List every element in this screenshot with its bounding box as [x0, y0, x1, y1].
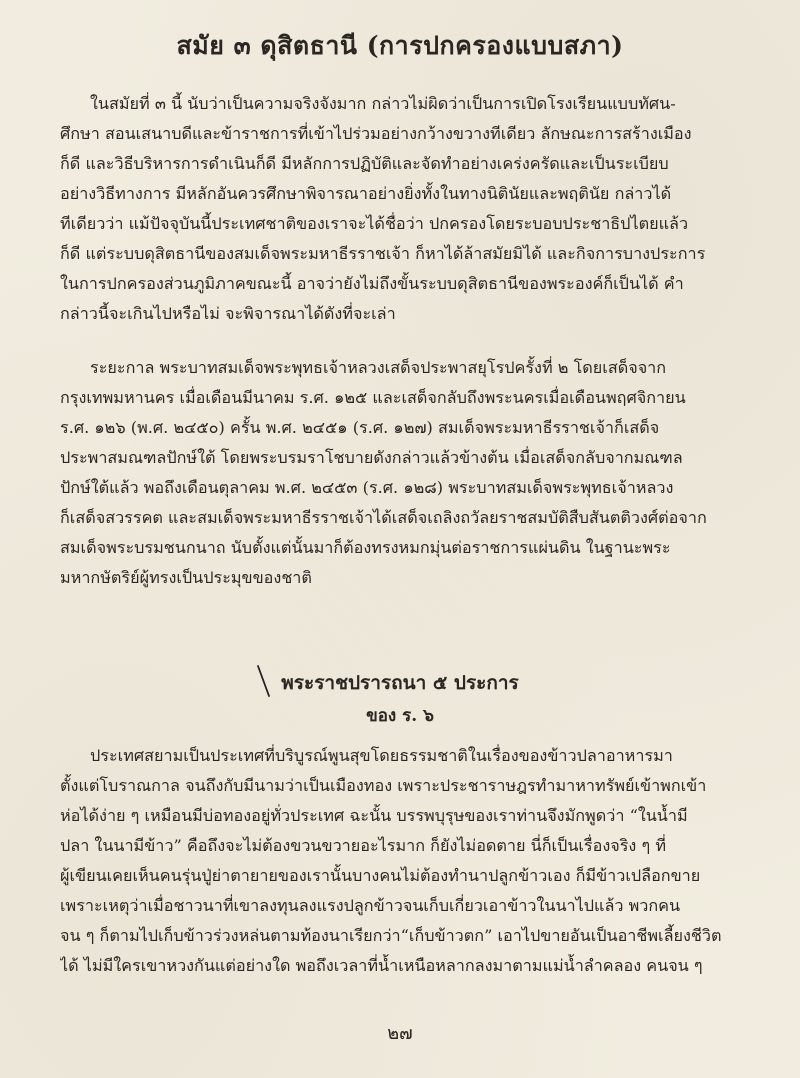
paragraph-2	[60, 353, 750, 593]
paragraph-line: ปลา ในนามีข้าว” คือถึงจะไม่ต้องขวนขวายอะไรมาก ก็ยังไม่อดตาย นี่ก็เป็นเรื่องจริง ๆ ที่	[60, 836, 666, 855]
paragraph-line: สมเด็จพระบรมชนกนาถ นับตั้งแต่นั้นมาก็ต้องทรงหมกมุ่นต่อราชการแผ่นดิน ในฐานะพระ	[60, 538, 671, 557]
paragraph-line: อย่างวิธีทางการ มีหลักอันควรศึกษาพิจารณาอย่างยิ่งทั้งในทางนิตินัยและพฤตินัย กล่าวได้	[60, 184, 672, 203]
paragraph-line: ก็ดี และวิธีบริหารการดำเนินก็ดี มีหลักการปฏิบัติและจัดทำอย่างเคร่งครัดและเป็นระเบียบ	[60, 154, 669, 173]
paragraph-line: ปักษ์ใต้แล้ว พอถึงเดือนตุลาคม พ.ศ. ๒๔๕๓ (ร.ศ. ๑๒๘) พระบาทสมเด็จพระพุทธเจ้าหลวง	[60, 478, 674, 497]
paragraph-line: กล่าวนี้จะเกินไปหรือไม่ จะพิจารณาได้ดังที่จะเล่า	[60, 304, 396, 323]
page-number: ๒๗	[387, 1023, 413, 1044]
paragraph-line: ก็ดี แต่ระบบดุสิตธานีของสมเด็จพระมหาธีรราชเจ้า ก็หาได้ล้าสมัยมิได้ และกิจการบางประการ	[60, 244, 706, 263]
subsection-title: พระราชปรารถนา ๕ ประการ	[281, 672, 519, 694]
paragraph-line: ร.ศ. ๑๒๖ (พ.ศ. ๒๔๕๐) ครั้น พ.ศ. ๒๔๕๑ (ร.ศ. ๑๒๗) สมเด็จพระมหาธีรราชเจ้าก็เสด็จ	[60, 418, 660, 437]
paragraph-line: ระยะกาล พระบาทสมเด็จพระพุทธเจ้าหลวงเสด็จประพาสยุโรปครั้งที่ ๒ โดยเสด็จจาก	[90, 358, 667, 377]
paragraph-line: มหากษัตริย์ผู้ทรงเป็นประมุขของชาติ	[60, 568, 312, 587]
subsection-subtitle: ของ ร. ๖	[366, 706, 434, 726]
paragraph-line: ตั้งแต่โบราณกาล จนถึงกับมีนามว่าเป็นเมืองทอง เพราะประชาราษฎรทำมาหาทรัพย์เข้าพกเข้า	[60, 776, 707, 795]
paragraph-line: ได้ ไม่มีใครเขาหวงกันแต่อย่างใด พอถึงเวลาที่น้ำเหนือหลากลงมาตามแม่น้ำลำคลอง คนจน ๆ	[60, 956, 703, 975]
paragraph-1	[60, 89, 750, 329]
paragraph-line: ในการปกครองส่วนภูมิภาคขณะนี้ อาจว่ายังไม่ถึงขั้นระบบดุสิตธานีของพระองค์ก็เป็นได้ คำ	[60, 274, 684, 293]
paragraph-line: ในสมัยที่ ๓ นี้ นับว่าเป็นความจริงจังมาก กล่าวไม่ผิดว่าเป็นการเปิดโรงเรียนแบบทัศน-	[90, 94, 676, 113]
paragraph-3	[60, 741, 750, 981]
paragraph-line: ผู้เขียนเคยเห็นคนรุ่นปู่ย่าตายายของเรานั้นบางคนไม่ต้องทำนาปลูกข้าวเอง ก็มีข้าวเปลือกขาย	[60, 866, 701, 885]
paragraph-line: กรุงเทพมหานคร เมื่อเดือนมีนาคม ร.ศ. ๑๒๕ และเสด็จกลับถึงพระนครเมื่อเดือนพฤศจิกายน	[60, 388, 686, 407]
paragraph-line: ห่อได้ง่าย ๆ เหมือนมีบ่อทองอยู่ทั่วประเทศ ฉะนั้น บรรพบุรุษของเราท่านจึงมักพูดว่า “ในน้ำมี	[60, 806, 688, 825]
section-title: สมัย ๓ ดุสิตธานี (การปกครองแบบสภา)	[176, 31, 624, 60]
paragraph-line: เพราะเหตุว่าเมื่อชาวนาที่เขาลงทุนลงแรงปลูกข้าวจนเก็บเกี่ยวเอาข้าวในนาไปแล้ว พวกคน	[60, 896, 681, 915]
paragraph-line: ประพาสมณฑลปักษ์ใต้ โดยพระบรมราโชบายดังกล่าวแล้วข้างต้น เมื่อเสด็จกลับจากมณฑล	[60, 448, 683, 467]
paragraph-line: ก็เสด็จสวรรคต และสมเด็จพระมหาธีรราชเจ้าได้เสด็จเถลิงถวัลยราชสมบัติสืบสันตติวงศ์ต่อจาก	[60, 508, 707, 527]
paragraph-line: ทีเดียวว่า แม้ปัจจุบันนี้ประเทศชาติของเราจะได้ชื่อว่า ปกครองโดยระบอบประชาธิปไตยแล้ว	[60, 214, 689, 233]
paragraph-line: ประเทศสยามเป็นประเทศที่บริบูรณ์พูนสุขโดยธรรมชาติในเรื่องของข้าวปลาอาหารมา	[90, 746, 673, 765]
paragraph-line: ศึกษา สอนเสนาบดีและข้าราชการที่เข้าไปร่วมอย่างกว้างขวางทีเดียว ลักษณะการสร้างเมือง	[60, 124, 692, 143]
paragraph-line: จน ๆ ก็ตามไปเก็บข้าวร่วงหล่นตามท้องนาเรียกว่า“เก็บข้าวตก” เอาไปขายอันเป็นอาชีพเลี้ยงชีวิต	[60, 926, 722, 945]
